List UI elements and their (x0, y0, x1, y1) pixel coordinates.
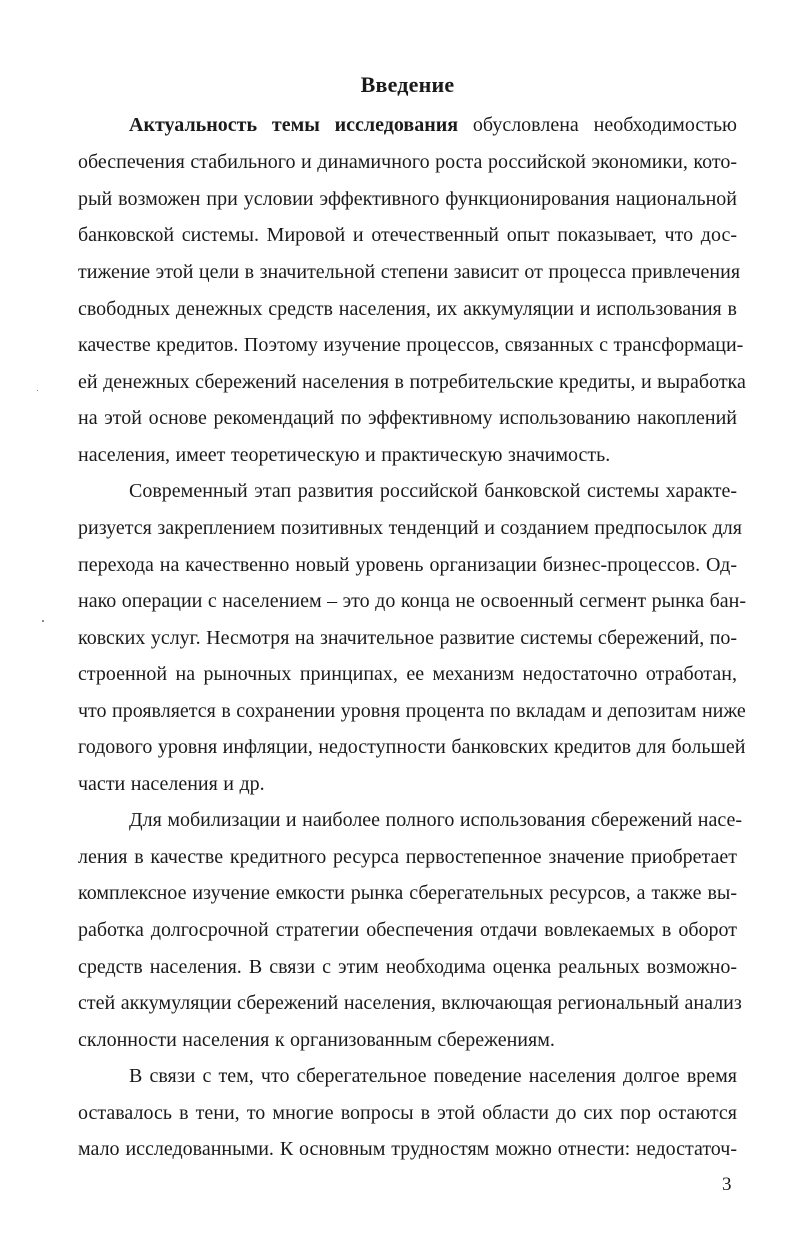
text-line: ризуется закреплением позитивных тенденций и созданием предпосылок для (78, 517, 742, 539)
scan-speck (37, 390, 38, 391)
text-line: тижение этой цели в значительной степени зависит от процесса привлечения (78, 261, 741, 283)
page-title: Введение (360, 72, 455, 97)
text-line: нако операции с населением – это до конца не освоенный сегмент рынка бан- (78, 590, 747, 612)
text-line: комплексное изучение емкости рынка сберегательных ресурсов, а также вы- (78, 882, 737, 904)
text-line: ей денежных сбережений населения в потребительские кредиты, и выработка (78, 371, 746, 393)
text-line: населения, имеет теоретическую и практическую значимость. (78, 444, 611, 466)
text-line: Для мобилизации и наиболее полного использования сбережений насе- (129, 809, 743, 831)
text-line: работка долгосрочной стратегии обеспечения отдачи вовлекаемых в оборот (78, 919, 737, 941)
text-line: В связи с тем, что сберегательное поведение населения долгое время (129, 1065, 737, 1087)
text-line: строенной на рыночных принципах, ее механизм недостаточно отработан, (78, 663, 737, 685)
text-line: банковской системы. Мировой и отечественный опыт показывает, что дос- (78, 224, 737, 246)
text-line: средств населения. В связи с этим необходима оценка реальных возможно- (78, 956, 737, 978)
text-line: обеспечения стабильного и динамичного роста российской экономики, кото- (78, 151, 737, 173)
text-line: мало исследованными. К основным трудностям можно отнести: недостаточ- (78, 1138, 737, 1160)
text-line: Актуальность темы исследования обусловлена необходимостью (129, 114, 737, 136)
text-line: перехода на качественно новый уровень организации бизнес-процессов. Од- (78, 554, 737, 576)
text-line: Современный этап развития российской банковской системы характе- (129, 480, 737, 502)
text-line: что проявляется в сохранении уровня процента по вкладам и депозитам ниже (78, 700, 746, 722)
scan-speck (42, 620, 44, 622)
text-line: годового уровня инфляции, недоступности банковских кредитов для большей (78, 736, 746, 758)
text-line: ковских услуг. Несмотря на значительное развитие системы сбережений, по- (78, 627, 738, 649)
text-line: части населения и др. (78, 773, 265, 795)
text-line: оставалось в тени, то многие вопросы в этой области до сих пор остаются (78, 1102, 737, 1124)
text-line: качестве кредитов. Поэтому изучение процессов, связанных с трансформаци- (78, 334, 744, 356)
text-line: свободных денежных средств населения, их аккумуляции и использования в (78, 298, 737, 320)
text-line: на этой основе рекомендаций по эффективному использованию накоплений (78, 407, 737, 429)
bold-lead-phrase: Актуальность темы исследования (129, 114, 459, 136)
text-line: стей аккумуляции сбережений населения, включающая региональный анализ (78, 992, 742, 1014)
page-number: 3 (722, 1174, 732, 1195)
text-line: ления в качестве кредитного ресурса первостепенное значение приобретает (78, 846, 737, 868)
text-line: склонности населения к организованным сбережениям. (78, 1029, 555, 1051)
text-line: рый возможен при условии эффективного функционирования национальной (78, 188, 737, 210)
